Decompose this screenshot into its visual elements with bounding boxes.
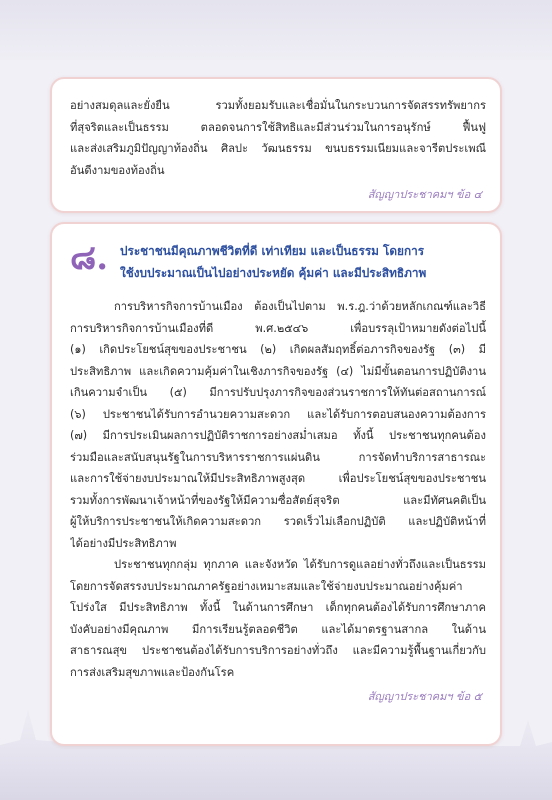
text-line: สาธารณสุข ประชาชนต้องได้รับการบริการอย่างทั่วถึง และมีความรู้พื้นฐานเกี่ยวกับ (70, 644, 486, 657)
text-line: และส่งเสริมภูมิปัญญาท้องถิ่น ศิลปะ วัฒนธรรม ขนบธรรมเนียมและจารีตประเพณี (70, 142, 486, 155)
contract-card-item-4 (50, 77, 502, 213)
text-line: (๑) เกิดประโยชน์สุขของประชาชน (๒) เกิดผลสัมฤทธิ์ต่อภารกิจของรัฐ (๓) มี (70, 343, 486, 356)
text-line: ที่สุจริตและเป็นธรรม ตลอดจนการใช้สิทธิและมีส่วนร่วมในการอนุรักษ์ ฟื้นฟู (70, 120, 486, 134)
section-title (120, 240, 486, 284)
text-line: ประชาชนทุกกลุ่ม ทุกภาค และจังหวัด ได้รับการดูแลอย่างทั่วถึงและเป็นธรรม (114, 558, 486, 571)
text-line: ได้อย่างมีประสิทธิภาพ (70, 536, 177, 550)
text-line: ประสิทธิภาพ และเกิดความคุ้มค่าในเชิงภารกิจของรัฐ (๔) ไม่มีขั้นตอนการปฏิบัติงาน (70, 364, 486, 378)
text-line: (๗) มีการประเมินผลการปฏิบัติราชการอย่างสม่ำเสมอ ทั้งนี้ ประชาชนทุกคนต้อง (70, 429, 486, 442)
text-line: อันดีงามของท้องถิ่น (70, 163, 165, 177)
reference-label: สัญญาประชาคมฯ ข้อ ๔ (367, 188, 482, 201)
text-line: ร่วมมือและสนับสนุนรัฐในการบริหารราชการแผ่นดิน การจัดทำบริการสาธารณะ (70, 450, 486, 464)
title-line: ใช้งบประมาณเป็นไปอย่างประหยัด คุ้มค่า และมีประสิทธิภาพ (120, 266, 427, 280)
text-line: การบริหารกิจการบ้านเมืองที่ดี พ.ศ.๒๕๔๖ เพื่อบรรลุเป้าหมายดังต่อไปนี้ (70, 321, 486, 335)
text-line: โปร่งใส มีประสิทธิภาพ ทั้งนี้ ในด้านการศึกษา เด็กทุกคนต้องได้รับการศึกษาภาค (70, 601, 486, 614)
title-line: ประชาชนมีคุณภาพชีวิตที่ดี เท่าเทียม และเป็นธรรม โดยการ (120, 244, 425, 258)
text-line: การส่งเสริมสุขภาพและป้องกันโรค (70, 665, 235, 679)
reference-label: สัญญาประชาคมฯ ข้อ ๕ (367, 690, 482, 703)
section-number: ๘. (70, 238, 109, 278)
paragraph-equality (70, 554, 486, 683)
text-line: (๖) ประชาชนได้รับการอำนวยความสะดวก และได้รับการตอบสนองความต้องการ (70, 407, 486, 421)
text-line: เกินความจำเป็น (๕) มีการปรับปรุงภารกิจของส่วนราชการให้ทันต่อสถานการณ์ (70, 386, 486, 399)
text-line: การบริหารกิจการบ้านเมือง ต้องเป็นไปตาม พ.ร.ฎ.ว่าด้วยหลักเกณฑ์และวิธี (114, 300, 486, 313)
contract-card-item-8 (50, 222, 502, 746)
paragraph-governance (70, 296, 486, 554)
text-line: โดยการจัดสรรงบประมาณภาครัฐอย่างเหมาะสมและใช้จ่ายงบประมาณอย่างคุ้มค่า (70, 579, 463, 593)
section-heading (70, 236, 486, 292)
item-4-paragraph (70, 95, 486, 181)
text-line: รวมทั้งการพัฒนาเจ้าหน้าที่ของรัฐให้มีความซื่อสัตย์สุจริต และมีทัศนคติเป็น (70, 493, 486, 507)
text-line: ผู้ให้บริการประชาชนให้เกิดความสะดวก รวดเร็วไม่เลือกปฏิบัติ และปฏิบัติหน้าที่ (70, 515, 486, 528)
text-line: และการใช้จ่ายงบประมาณให้มีประสิทธิภาพสูงสุด เพื่อประโยชน์สุขของประชาชน (70, 472, 486, 485)
text-line: บังคับอย่างมีคุณภาพ มีการเรียนรู้ตลอดชีวิต และได้มาตรฐานสากล ในด้าน (70, 622, 486, 636)
text-line: อย่างสมดุลและยั่งยืน รวมทั้งยอมรับและเชื่อมั่นในกระบวนการจัดสรรทรัพยากร (70, 99, 486, 112)
top-band (0, 0, 552, 60)
